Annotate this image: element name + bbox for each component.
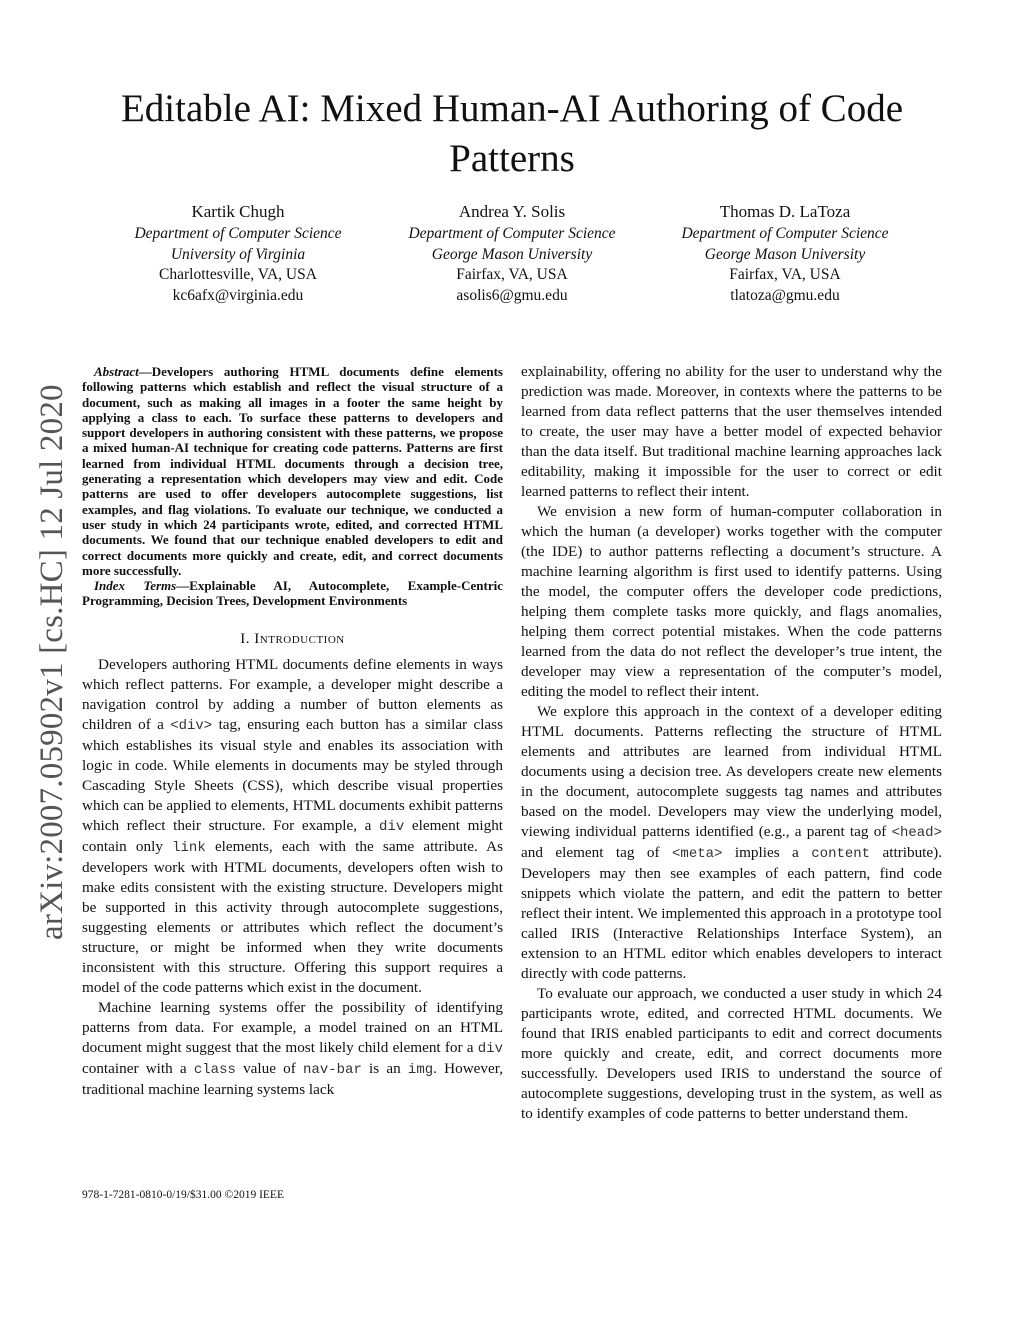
author-univ: George Mason University — [704, 245, 866, 263]
author-block-3 — [655, 200, 915, 306]
paragraph-text: Developers authoring HTML documents define elements in ways which reflect patterns. For example, a developer might describe a navigation control by adding a number of button elements as children of a — [82, 655, 503, 733]
author-email: tlatoza@gmu.edu — [730, 286, 840, 304]
index-terms-label: Index Terms — [94, 578, 177, 594]
paragraph-text: element might contain only — [82, 816, 504, 855]
inline-code: nav-bar — [303, 1061, 362, 1078]
inline-code: class — [193, 1061, 236, 1078]
paragraph-text: We explore this approach in the context of a developer editing HTML documents. Patterns reflecting the structure of HTML elements and attributes are learned from individual HTML documents using a decision tree. As developers create new elements in the document, autocomplete suggests tag names and attributes based on the model. Developers may view the underlying model, viewing individual patterns identified (e.g., a parent tag of — [521, 703, 942, 840]
paragraph — [82, 998, 503, 1100]
inline-code: <meta> — [672, 846, 723, 862]
author-email: asolis6@gmu.edu — [456, 286, 568, 304]
author-name: Andrea Y. Solis — [458, 202, 566, 221]
paragraph-text: elements, each with the same attribute. As developers work with HTML documents, developers often wish to make edits consistent with the existing structure. Developers might be supported in this activity through autocomplete suggestions, suggesting elements or attributes which reflect the document’s structure, or might be informed when they write documents inconsistent with this structure. Offering this support requires a model of the code patterns which exist in the document. — [82, 837, 504, 996]
author-location: Charlottesville, VA, USA — [159, 266, 317, 283]
author-name: Kartik Chugh — [191, 202, 285, 221]
paragraph-text: implies a — [722, 844, 812, 861]
author-location: Fairfax, VA, USA — [729, 266, 841, 283]
paper-title: Editable AI: Mixed Human-AI Authoring of Code Patterns — [120, 87, 904, 180]
paragraph — [521, 362, 942, 502]
paragraph-text: explainability, offering no ability for the user to understand why the prediction was made. Moreover, in contexts where the patterns to be learned from data reflect patterns that the user themselves intended to create, the user may have a better model of expected behavior than the data itself. But traditional machine learning approaches lack editability, making it impossible for the user to correct or edit learned patterns to reflect their intent. — [521, 363, 942, 500]
author-univ: George Mason University — [431, 245, 593, 263]
inline-code: content — [811, 846, 871, 862]
author-name: Thomas D. LaToza — [719, 202, 851, 221]
section-number: I. — [240, 630, 251, 647]
arxiv-identifier: arXiv:2007.05902v1 [cs.HC] 12 Jul 2020 — [34, 384, 70, 940]
abstract-text: —Developers authoring HTML documents define elements following patterns which establish and reflect the visual structure of a document, such as making all images in a footer the same height by applying a class to each. To surface these patterns to developers and support developers in authoring consistent with these patterns, we propose a mixed human-AI technique for creating code patterns. Patterns are first learned from individual HTML documents through a decision tree, generating a representation which developers may view and edit. Code patterns are used to offer developers autocomplete suggestions, list examples, and flag violations. To evaluate our technique, we conducted a user study in which 24 participants wrote, edited, and corrected HTML documents. We found that our technique enabled developers to edit and correct documents more quickly and create, edit, and correct documents more successfully. — [82, 364, 503, 578]
paragraph-text: is an — [361, 1059, 408, 1077]
paragraph — [521, 502, 942, 702]
inline-code: <div> — [170, 717, 213, 734]
author-dept: Department of Computer Science — [408, 225, 616, 242]
index-terms-text: —Explainable AI, Autocomplete, Example-Centric Programming, Decision Trees, Development Environments — [82, 578, 503, 609]
section-title: Introduction — [254, 630, 345, 647]
paragraph-text: . However, traditional machine learning systems lack — [82, 1059, 503, 1098]
author-dept: Department of Computer Science — [134, 225, 342, 242]
paragraph — [82, 655, 503, 998]
copyright-footnote: 978-1-7281-0810-0/19/$31.00 ©2019 IEEE — [82, 1189, 284, 1201]
inline-code: link — [172, 839, 206, 856]
author-univ: University of Virginia — [170, 245, 306, 263]
paragraph-text: To evaluate our approach, we conducted a user study in which 24 participants wrote, edited, and corrected HTML documents. We found that IRIS enabled participants to edit and correct documents more quickly and create, edit, and correct documents more successfully. Developers used IRIS to understand the source of autocomplete suggestions, developing trust in the system, as well as to identify examples of code patterns to better understand them. — [521, 985, 942, 1122]
author-email: kc6afx@virginia.edu — [172, 286, 304, 304]
inline-code: div — [477, 1040, 503, 1057]
left-column — [82, 364, 503, 1100]
intro-left-text — [82, 655, 503, 1100]
author-dept: Department of Computer Science — [681, 225, 889, 242]
abstract — [82, 364, 503, 609]
author-location: Fairfax, VA, USA — [456, 266, 568, 283]
paragraph-text: We envision a new form of human-computer collaboration in which the human (a developer) works together with the computer (the IDE) to author patterns reflecting a document’s structure. A machine learning algorithm is first used to identify patterns. Using the model, the computer offers the developer code predictions, helping them complete tasks more quickly, and flags anomalies, helping them correct potential mistakes. When the code patterns learned from the data do not reflect the developer’s true intent, the developer may view a representation of the computer’s model, editing the model to reflect their intent. — [521, 503, 942, 700]
paragraph — [521, 702, 942, 984]
right-column — [521, 362, 942, 1124]
paragraph-text: value of — [235, 1059, 304, 1077]
paragraph-text: attribute). Developers may then see examples of each pattern, find code snippets which violate the pattern, and edit the pattern to better reflect their intent. We implemented this approach in a prototype tool called IRIS (Interactive Relationships Interface System), an extension to an HTML editor which enables developers to interact directly with code patterns. — [521, 844, 942, 982]
inline-code: <head> — [891, 825, 942, 841]
paragraph-text: container with a — [82, 1059, 194, 1077]
author-block-1 — [108, 200, 368, 306]
paragraph-text: Machine learning systems offer the possibility of identifying patterns from data. For example, a model trained on an HTML document might suggest that the most likely child element for a — [82, 998, 503, 1056]
inline-code: div — [379, 818, 405, 835]
paragraph — [521, 984, 942, 1124]
paragraph-text: and element tag of — [521, 844, 673, 861]
abstract-label: Abstract — [94, 364, 139, 379]
section-heading — [82, 629, 503, 649]
paragraph-text: tag, ensuring each button has a similar class which establishes its visual style and enables its association with logic in code. While elements in documents may be styled through Cascading Style Sheets (CSS), which describe visual properties which can be applied to elements, HTML documents exhibit patterns which reflect their structure. For example, a — [82, 715, 503, 834]
inline-code: img — [407, 1061, 434, 1078]
author-block-2 — [382, 200, 642, 306]
